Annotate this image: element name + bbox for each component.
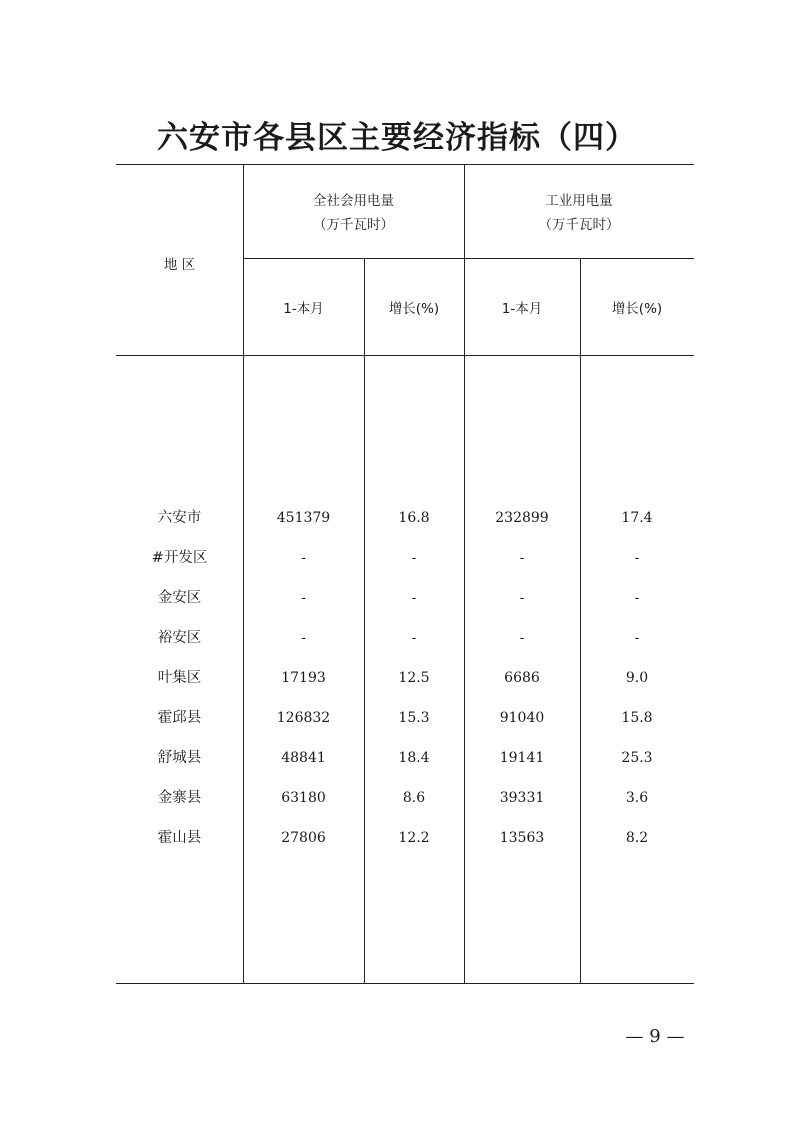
row-industrial-growth: 8.2 xyxy=(625,830,649,846)
row-total-growth: - xyxy=(411,630,417,646)
row-industrial-cumulative: - xyxy=(519,630,525,646)
row-total-cumulative: 63180 xyxy=(281,790,326,806)
row-industrial-cumulative: 91040 xyxy=(499,710,545,726)
subheader-growth-1: 增长(%) xyxy=(388,301,440,317)
row-region: 霍邱县 xyxy=(157,710,202,726)
subheader-growth-2: 增长(%) xyxy=(611,301,663,317)
row-total-growth: 16.8 xyxy=(398,510,430,526)
row-industrial-cumulative: 13563 xyxy=(499,830,545,846)
page-number: — 9 — xyxy=(625,1026,685,1047)
subheader-cumulative-2: 1-本月 xyxy=(501,301,543,317)
group-header-industrial-electricity xyxy=(464,189,694,237)
column-divider xyxy=(364,258,365,983)
group-header-unit: （万千瓦时） xyxy=(538,217,620,233)
header-bottom-rule xyxy=(116,355,694,356)
row-industrial-growth: - xyxy=(634,590,640,606)
column-divider xyxy=(464,165,465,983)
row-industrial-cumulative: 6686 xyxy=(504,670,540,686)
row-industrial-growth: 15.8 xyxy=(621,710,653,726)
subheader-cumulative-1: 1-本月 xyxy=(283,301,324,317)
row-region: 金安区 xyxy=(157,590,202,606)
row-total-cumulative: 451379 xyxy=(276,510,331,526)
row-total-cumulative: 17193 xyxy=(281,670,326,686)
row-industrial-cumulative: - xyxy=(519,590,525,606)
row-total-cumulative: 48841 xyxy=(281,750,326,766)
row-industrial-cumulative: 39331 xyxy=(499,790,545,806)
column-divider xyxy=(580,258,581,983)
indicator-table xyxy=(116,164,694,984)
row-total-growth: 12.5 xyxy=(398,670,430,686)
row-total-growth: 15.3 xyxy=(398,710,430,726)
row-total-cumulative: - xyxy=(301,550,306,566)
row-total-growth: - xyxy=(411,590,417,606)
row-industrial-growth: - xyxy=(634,550,640,566)
row-total-cumulative: - xyxy=(301,630,306,646)
group-header-line1: 工业用电量 xyxy=(545,193,613,209)
row-total-growth: 8.6 xyxy=(402,790,426,806)
row-total-growth: 12.2 xyxy=(398,830,430,846)
row-industrial-growth: 3.6 xyxy=(625,790,649,806)
row-industrial-growth: 25.3 xyxy=(621,750,653,766)
page-title: 六安市各县区主要经济指标（四） xyxy=(157,120,637,156)
row-total-growth: 18.4 xyxy=(398,750,430,766)
group-header-line1: 全社会用电量 xyxy=(313,193,394,209)
row-industrial-cumulative: 19141 xyxy=(499,750,545,766)
row-region: #开发区 xyxy=(151,550,208,566)
row-total-cumulative: 27806 xyxy=(281,830,326,846)
header-divider xyxy=(243,258,694,259)
row-region: 霍山县 xyxy=(157,830,202,846)
row-industrial-growth: 9.0 xyxy=(625,670,649,686)
row-industrial-cumulative: - xyxy=(519,550,525,566)
column-divider xyxy=(243,165,244,983)
row-region: 金寨县 xyxy=(157,790,202,806)
group-header-total-electricity xyxy=(243,189,464,237)
row-total-growth: - xyxy=(411,550,417,566)
row-industrial-growth: - xyxy=(634,630,640,646)
row-total-cumulative: - xyxy=(301,590,306,606)
row-region: 裕安区 xyxy=(157,630,202,646)
row-industrial-growth: 17.4 xyxy=(621,510,653,526)
group-header-unit: （万千瓦时） xyxy=(313,217,394,233)
row-region: 舒城县 xyxy=(157,750,202,766)
row-region: 叶集区 xyxy=(157,670,202,686)
row-industrial-cumulative: 232899 xyxy=(495,510,549,526)
row-total-cumulative: 126832 xyxy=(276,710,331,726)
row-region: 六安市 xyxy=(157,510,202,526)
region-header: 地 区 xyxy=(163,257,196,273)
